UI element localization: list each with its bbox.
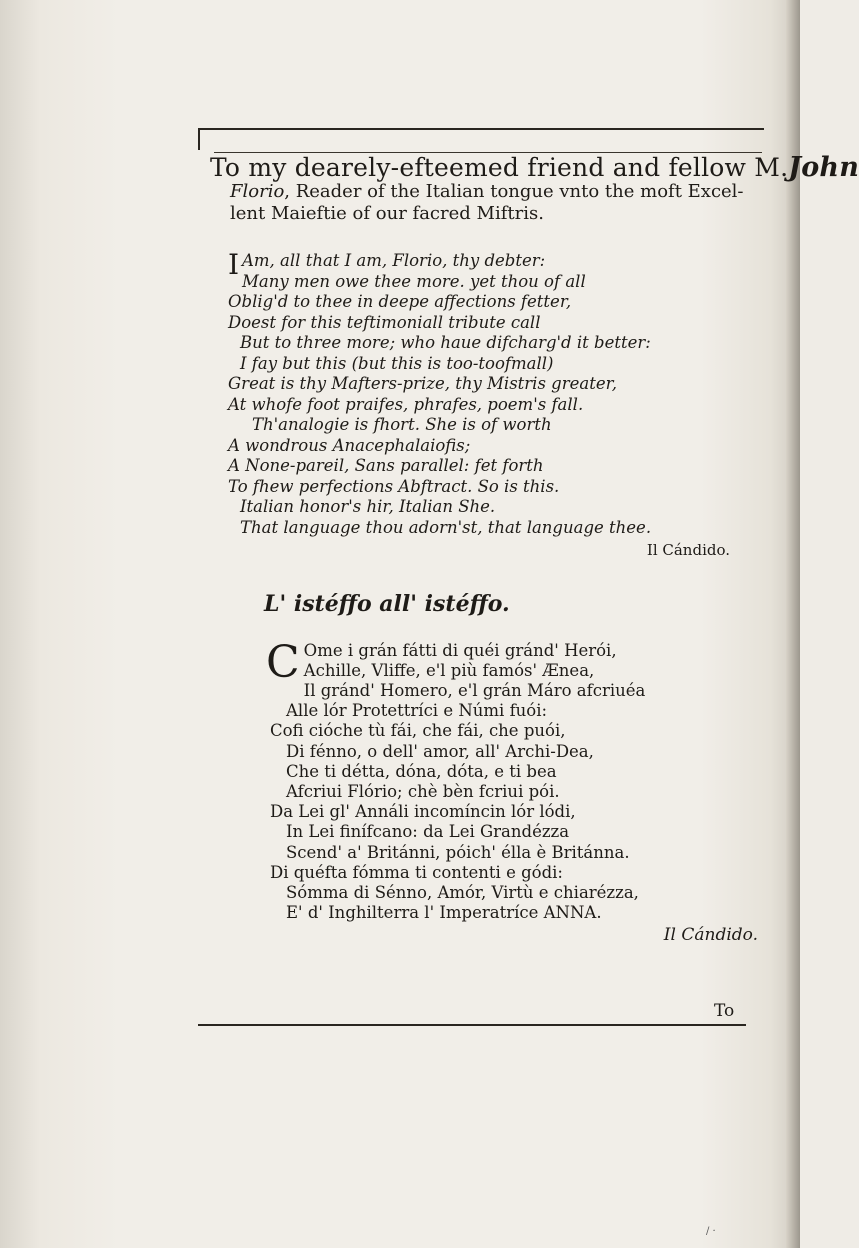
- poem-line-text: Doest for this teftimoniall tribute call: [228, 312, 541, 332]
- poem-line: [228, 333, 770, 354]
- sonnet-line: [270, 863, 770, 883]
- poem-line-text: Many men owe thee more. yet thou of all: [242, 271, 586, 291]
- top-border-rule: [198, 128, 764, 130]
- sonnet-line-text: Scend' a' Británni, póich' élla è Británna.: [286, 842, 630, 862]
- sonnet-line-text: Sómma di Sénno, Amór, Virtù e chiarézza,: [286, 882, 639, 902]
- sonnet-line-text: Che ti détta, dóna, dóta, e ti bea: [286, 761, 557, 781]
- sonnet-line-text: Di quéfta fómma ti contenti e gódi:: [270, 862, 563, 882]
- poem-line: [228, 313, 770, 334]
- poem-line-text: Oblig'd to thee in deepe affections fetter,: [228, 292, 572, 311]
- sonnet-line: [270, 822, 770, 842]
- sonnet-line: [270, 742, 770, 762]
- poem-line-text: Great is thy Mafters-prize, thy Mistris greater,: [228, 374, 617, 393]
- sonnet-line: [270, 802, 770, 822]
- dedication-name: John: [788, 152, 859, 183]
- italian-sonnet: [266, 636, 770, 946]
- poem-line-text: A wondrous Anacephalaiofis;: [228, 435, 471, 455]
- dedication-surname: Florio: [230, 181, 285, 202]
- sonnet-line-text: Ome i grán fátti di quéi gránd' Herói,: [303, 640, 617, 660]
- sonnet-line-text: Cofi cióche tù fái, che fái, che puói,: [270, 721, 566, 741]
- poem-line: [228, 436, 770, 457]
- dedication-text-2: , Reader of the Italian tongue vnto the moft Excel-: [284, 181, 744, 202]
- sonnet-line: [270, 701, 770, 721]
- sonnet-signature: Il Cándido.: [663, 925, 758, 946]
- poem-line: [228, 272, 770, 293]
- dedication-continuation: [230, 181, 750, 225]
- sonnet-line: [270, 721, 770, 741]
- sonnet-line-text: Il gránd' Homero, e'l grán Máro afcriuéa: [303, 680, 646, 700]
- sonnet-line: [270, 883, 770, 903]
- poem-line-text: To fhew perfections Abftract. So is this.: [228, 476, 560, 496]
- english-poem: [228, 248, 770, 561]
- sonnet-line-text: Alle lór Protettríci e Númi fuói:: [286, 701, 548, 721]
- page-mark: / ·: [706, 1226, 716, 1237]
- poem-line-text: That language thou adorn'st, that language thee.: [240, 517, 652, 537]
- page-edge-shadow: [786, 0, 800, 1248]
- poem-line: [228, 518, 770, 539]
- poem-line: [228, 477, 770, 498]
- poem-line-text: A None-pareil, Sans parallel: fet forth: [228, 456, 544, 475]
- sonnet-line-text: Afcriui Flório; chè bèn fcriui pói.: [286, 781, 560, 801]
- motto-heading: L' istéffo all' istéffo.: [264, 590, 510, 617]
- poem-line: [228, 415, 770, 436]
- sonnet-line: [270, 782, 770, 802]
- dedication-text: To my dearely-efteemed friend and fellow M.: [210, 153, 789, 182]
- left-border-tick: [198, 128, 200, 150]
- catchword: To: [714, 1001, 735, 1021]
- poem-line: [228, 354, 770, 375]
- sonnet-line-text: In Lei finífcano: da Lei Grandézza: [286, 822, 570, 842]
- poem-line: [228, 497, 770, 518]
- poem-line: [228, 395, 770, 416]
- poem-line: [228, 374, 770, 395]
- drop-capital: I: [228, 248, 240, 281]
- printed-page: [210, 152, 859, 1032]
- sonnet-line: [270, 762, 770, 782]
- dedication-line-1: [210, 152, 859, 183]
- poem-line-text: But to three more; who haue difcharg'd it better:: [240, 333, 651, 352]
- sonnet-line-text: Da Lei gl' Annáli incomíncin lór lódi,: [270, 802, 576, 822]
- poem-line: [228, 292, 770, 313]
- sonnet-line: [270, 681, 770, 701]
- poem-line-text: Italian honor's hir, Italian She.: [240, 497, 496, 516]
- sonnet-line-text: Di fénno, o dell' amor, all' Archi-Dea,: [286, 741, 594, 761]
- poem-line: [228, 456, 770, 477]
- sonnet-line: [270, 903, 770, 923]
- sonnet-line-text: Achille, Vliffe, e'l più famós' Ænea,: [303, 660, 595, 680]
- sonnet-line-text: E' d' Inghilterra l' Imperatríce ANNA.: [286, 903, 602, 923]
- poem-line-text: Am, all that I am, Florio, thy debter:: [242, 251, 546, 270]
- drop-capital: C: [266, 636, 300, 688]
- poem-signature: Il Cándido.: [646, 541, 730, 559]
- sonnet-line: [270, 661, 770, 681]
- poem-line-text: I fay but this (but this is too-toofmall): [240, 353, 554, 373]
- poem-line-text: Th'analogie is fhort. She is of worth: [252, 415, 552, 434]
- poem-line-text: At whofe foot praifes, phrafes, poem's fall.: [228, 394, 584, 414]
- dedication-text-3: lent Maieftie of our facred Miftris.: [230, 203, 544, 224]
- sonnet-line: [270, 843, 770, 863]
